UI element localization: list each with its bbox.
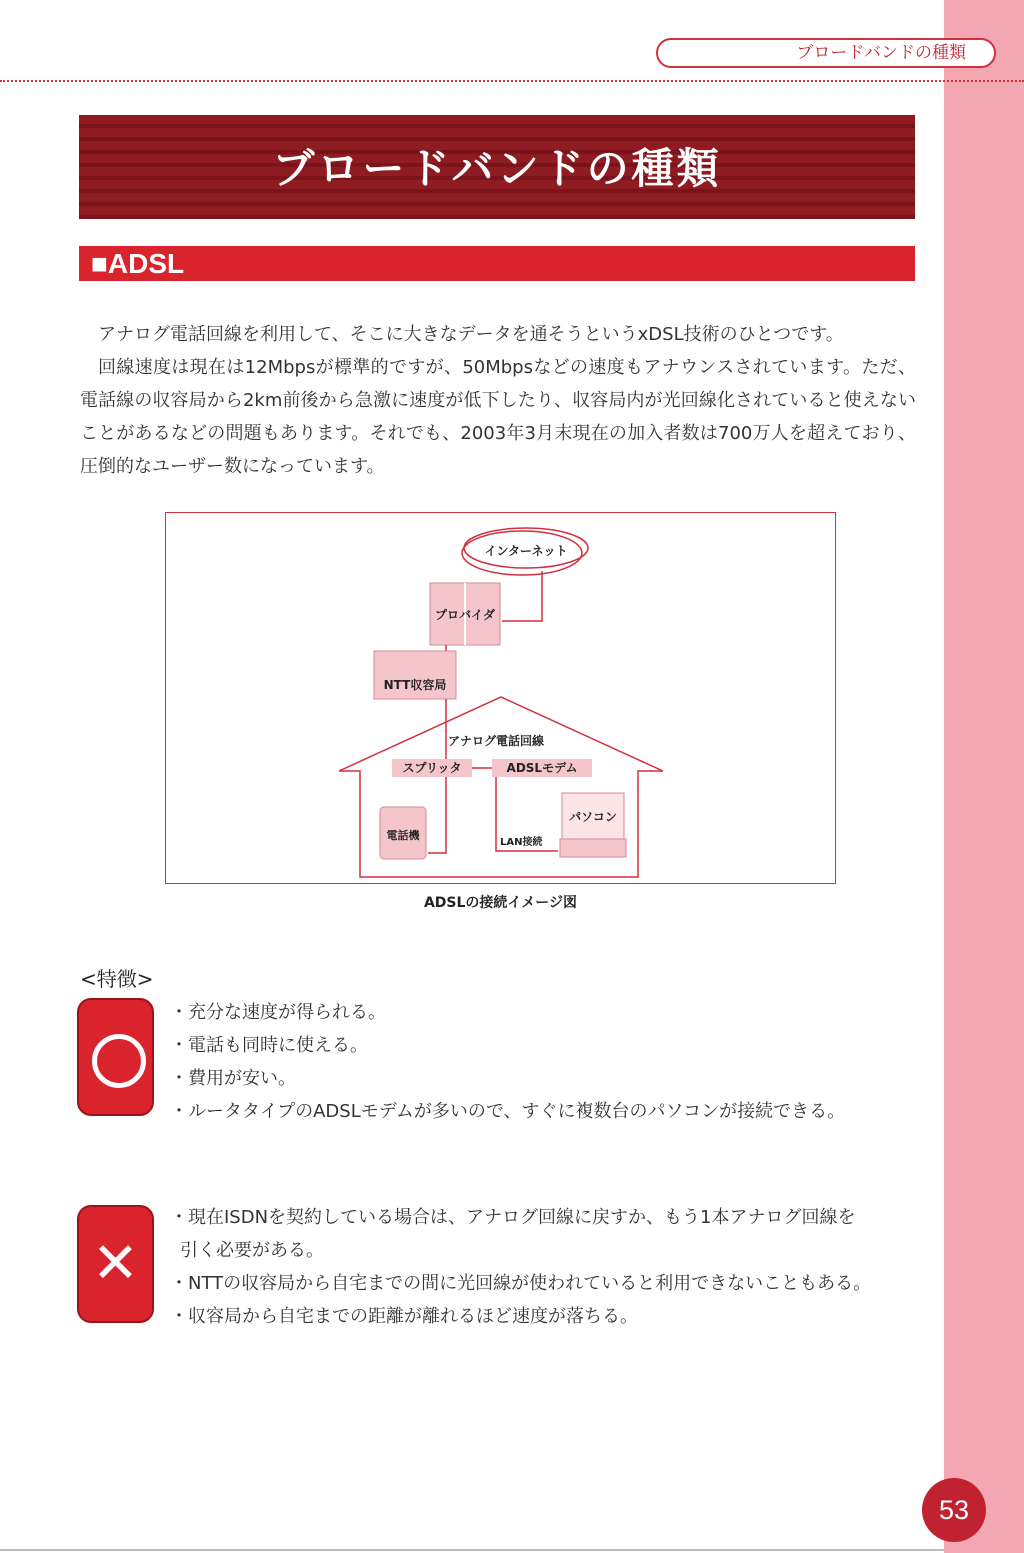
splitter-label: スプリッタ — [402, 761, 462, 775]
adsl-diagram — [165, 512, 836, 884]
diagram-caption: ADSLの接続イメージ図 — [423, 895, 578, 911]
list-item: 引く必要がある。 — [180, 1240, 324, 1261]
provider-label: プロバイダ — [434, 608, 496, 622]
analog-line-label: アナログ電話回線 — [447, 734, 545, 748]
list-item: ・収容局から自宅までの距離が離れるほど速度が落ちる。 — [170, 1306, 638, 1327]
internet-label: インターネット — [484, 544, 568, 558]
body-paragraph: アナログ電話回線を利用して、そこに大きなデータを通そうというxDSL技術のひとつです。 — [98, 324, 844, 345]
cross-icon: ✕ — [92, 1231, 139, 1296]
page-number: 53 — [922, 1478, 986, 1542]
line-splitter-phone — [428, 777, 446, 853]
body-paragraph: 回線速度は現在は12Mbpsが標準的ですが、50Mbpsなどの速度もアナウンスされています。ただ、電話線の収容局から2km前後から急激に速度が低下したり、収容局内が光回線化されていると使えないことがあるなどの問題もあります。それでも、2003年3月末現在の加入者数は700万人を超えており、圧倒的なユーザー数になっています。 — [80, 357, 916, 477]
line-internet-provider — [502, 571, 542, 621]
body-text — [80, 318, 916, 483]
section-heading: ■ADSL — [79, 246, 915, 281]
pros-badge — [77, 998, 154, 1116]
list-item: ・NTTの収容局から自宅までの間に光回線が使われていると利用できないこともある。 — [170, 1273, 872, 1294]
modem-label: ADSLモデム — [506, 761, 578, 775]
side-color-strip — [944, 0, 1024, 1553]
features-heading: <特徴> — [80, 967, 154, 991]
list-item: ・ルータタイプのADSLモデムが多いので、すぐに複数台のパソコンが接続できる。 — [170, 1101, 846, 1122]
list-item: ・電話も同時に使える。 — [170, 1035, 368, 1056]
diagram-svg — [166, 513, 837, 885]
bottom-rule — [0, 1549, 944, 1551]
cons-badge — [77, 1205, 154, 1323]
ntt-label: NTT収容局 — [383, 678, 447, 692]
circle-icon — [92, 1034, 146, 1088]
list-item: ・充分な速度が得られる。 — [170, 1002, 386, 1023]
pros-list — [170, 996, 845, 1128]
cons-list — [170, 1201, 871, 1333]
list-item: ・現在ISDNを契約している場合は、アナログ回線に戻すか、もう1本アナログ回線を — [170, 1207, 856, 1228]
running-head: ブロードバンドの種類 — [656, 38, 996, 68]
title-banner — [79, 115, 915, 219]
pc-base-icon — [560, 839, 626, 857]
pc-label: パソコン — [569, 810, 617, 824]
lan-label: LAN接続 — [500, 837, 543, 848]
phone-label: 電話機 — [386, 829, 420, 842]
page-title: ブロードバンドの種類 — [272, 144, 722, 193]
header-divider — [0, 80, 1024, 82]
list-item: ・費用が安い。 — [170, 1068, 296, 1089]
